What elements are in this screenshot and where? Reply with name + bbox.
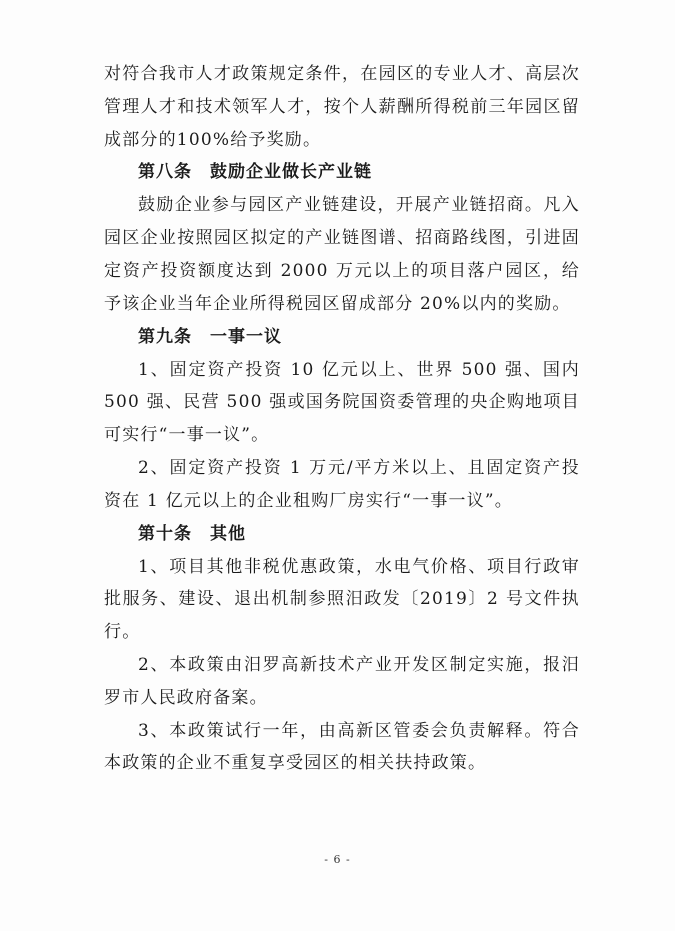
article-10-title: 其他	[210, 523, 246, 544]
article-10-heading	[104, 518, 580, 551]
paragraph-industry-chain: 鼓励企业参与园区产业链建设，开展产业链招商。凡入园区企业按照园区拟定的产业链图谱、招商路线图，引进固定资产投资额度达到 2000 万元以上的项目落户园区，给予该企业当年企业所得税园区留成部分 20%以内的奖励。	[104, 195, 580, 314]
paragraph-case-by-case-2: 2、固定资产投资 1 万元/平方米以上、且固定资产投资在 1 亿元以上的企业租购厂房实行“一事一议”。	[104, 457, 580, 511]
article-9-heading	[104, 321, 580, 354]
article-8-title: 鼓励企业做长产业链	[210, 162, 372, 183]
article-9-title: 一事一议	[210, 326, 282, 347]
document-body	[104, 58, 580, 780]
article-10-number: 第十条	[138, 523, 192, 544]
article-8-number: 第八条	[138, 162, 192, 183]
paragraph-case-by-case-1: 1、固定资产投资 10 亿元以上、世界 500 强、国内 500 强、民营 500 强或国务院国资委管理的央企购地项目可实行“一事一议”。	[104, 359, 580, 446]
paragraph-talent-reward: 对符合我市人才政策规定条件，在园区的专业人才、高层次管理人才和技术领军人才，按个人薪酬所得税前三年园区留成部分的100%给予奖励。	[104, 64, 580, 150]
paragraph-other-3: 3、本政策试行一年，由高新区管委会负责解释。符合本政策的企业不重复享受园区的相关扶持政策。	[104, 720, 580, 774]
paragraph-other-1: 1、项目其他非税优惠政策，水电气价格、项目行政审批服务、建设、退出机制参照汨政发〔2019〕2 号文件执行。	[104, 556, 580, 643]
page-number: - 6 -	[324, 853, 351, 866]
article-9-number: 第九条	[138, 326, 192, 347]
article-8-heading	[104, 156, 580, 189]
paragraph-other-2: 2、本政策由汨罗高新技术产业开发区制定实施，报汨罗市人民政府备案。	[104, 654, 580, 708]
